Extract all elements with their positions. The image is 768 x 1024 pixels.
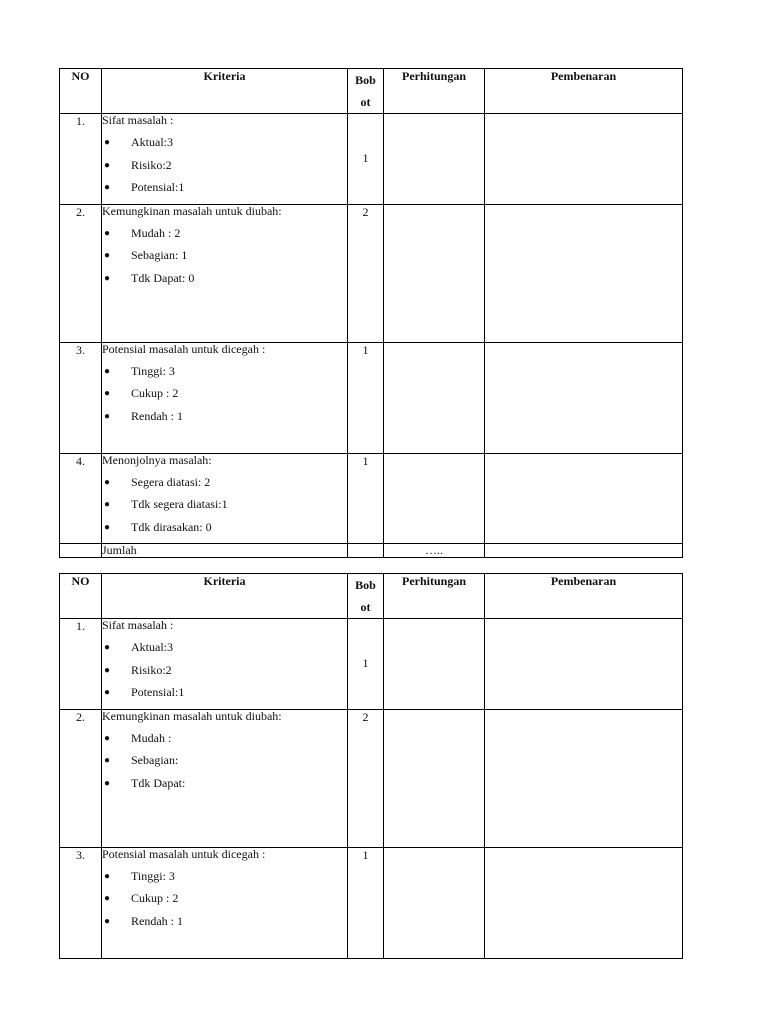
header-kriteria: Kriteria [102,574,348,619]
criteria-cell [102,709,348,847]
bullet-icon: ● [104,777,111,789]
row-number: 2. [60,204,102,342]
list-item [102,181,347,194]
pembenaran-cell [485,847,683,958]
option-list [102,641,347,699]
list-item [102,136,347,149]
bobot-cell: 1 [348,342,384,453]
bullet-icon: ● [104,870,111,882]
table-row [60,204,683,342]
perhitungan-cell [384,453,485,544]
list-item [102,664,347,677]
option-label: Sebagian: [131,753,179,767]
header-bobot-line1: Bob [355,578,376,592]
option-list [102,136,347,194]
table-row [60,619,683,710]
scoring-table-2 [59,573,683,959]
pembenaran-cell [485,453,683,544]
list-item [102,754,347,767]
option-list [102,227,347,285]
bullet-icon: ● [104,159,111,171]
option-label: Tdk Dapat: 0 [131,270,195,285]
perhitungan-cell [384,619,485,710]
option-label: Tinggi: 3 [131,363,175,378]
option-label: Sebagian: 1 [131,248,188,262]
option-label: Potensial:1 [131,180,185,194]
criteria-cell [102,619,348,710]
row-number: 3. [60,847,102,958]
bobot-cell: 1 [348,847,384,958]
pembenaran-cell [485,114,683,205]
list-item [102,892,347,905]
perhitungan-cell [384,204,485,342]
option-label: Tinggi: 3 [131,868,175,883]
option-label: Cukup : 2 [131,891,179,905]
total-bobot-cell [348,544,384,558]
option-list [102,732,347,790]
option-list [102,365,347,423]
bullet-icon: ● [104,687,111,698]
bullet-icon: ● [104,410,111,422]
pembenaran-cell [485,709,683,847]
pembenaran-cell [485,342,683,453]
header-bobot [348,574,384,619]
total-no-cell [60,544,102,558]
criteria-title: Potensial masalah untuk dicegah : [102,342,266,356]
option-label: Rendah : 1 [131,408,183,423]
criteria-title: Sifat masalah : [102,113,174,127]
list-item [102,777,347,790]
header-perhitungan: Perhitungan [384,69,485,114]
table-row [60,453,683,544]
row-number: 4. [60,453,102,544]
bobot-cell: 2 [348,204,384,342]
option-label: Cukup : 2 [131,386,179,400]
option-label: Tdk Dapat: [131,775,186,790]
option-list [102,476,347,534]
bullet-icon: ● [104,182,111,193]
bullet-icon: ● [104,915,111,927]
table-row [60,709,683,847]
bullet-icon: ● [104,499,111,510]
bullet-icon: ● [104,642,111,653]
list-item [102,686,347,699]
header-pembenaran: Pembenaran [485,574,683,619]
pembenaran-cell [485,619,683,710]
header-row [60,574,683,619]
criteria-cell [102,342,348,453]
total-label: Jumlah [102,544,348,558]
criteria-title: Potensial masalah untuk dicegah : [102,847,266,861]
option-list [102,870,347,928]
header-bobot-line2: ot [360,600,371,614]
list-item [102,641,347,654]
option-label: Mudah : [131,730,172,745]
option-label: Risiko:2 [131,157,172,172]
list-item [102,732,347,745]
list-item [102,870,347,883]
bullet-icon: ● [104,365,111,377]
header-row [60,69,683,114]
criteria-cell [102,453,348,544]
table-row [60,114,683,205]
scoring-table-1 [59,68,683,558]
perhitungan-cell [384,847,485,958]
bobot-cell: 1 [348,453,384,544]
bullet-icon: ● [104,227,111,239]
bullet-icon: ● [104,732,111,744]
option-label: Rendah : 1 [131,913,183,928]
perhitungan-cell [384,114,485,205]
criteria-cell [102,204,348,342]
list-item [102,272,347,285]
perhitungan-cell [384,709,485,847]
header-bobot-line1: Bob [355,73,376,87]
list-item [102,227,347,240]
perhitungan-cell [384,342,485,453]
bullet-icon: ● [104,521,111,533]
bullet-icon: ● [104,250,111,261]
table-row [60,847,683,958]
option-label: Aktual:3 [131,135,173,149]
header-kriteria: Kriteria [102,69,348,114]
option-label: Tdk segera diatasi:1 [131,497,228,511]
option-label: Tdk dirasakan: 0 [131,519,212,534]
header-bobot [348,69,384,114]
header-no: NO [60,69,102,114]
list-item [102,915,347,928]
bullet-icon: ● [104,893,111,904]
bobot-cell: 1 [348,619,384,710]
bullet-icon: ● [104,664,111,676]
total-perhitungan-cell [384,544,485,558]
list-item [102,365,347,378]
criteria-cell [102,114,348,205]
row-number: 3. [60,342,102,453]
criteria-title: Kemungkinan masalah untuk diubah: [102,204,282,218]
bullet-icon: ● [104,388,111,399]
bullet-icon: ● [104,272,111,284]
criteria-cell [102,847,348,958]
option-label: Aktual:3 [131,640,173,654]
criteria-title: Sifat masalah : [102,618,174,632]
row-number: 1. [60,619,102,710]
total-pembenaran-cell [485,544,683,558]
option-label: Segera diatasi: 2 [131,474,211,489]
list-item [102,521,347,534]
header-pembenaran: Pembenaran [485,69,683,114]
option-label: Risiko:2 [131,662,172,677]
bullet-icon: ● [104,755,111,766]
list-item [102,410,347,423]
pembenaran-cell [485,204,683,342]
list-item [102,387,347,400]
total-row [60,544,683,558]
header-no: NO [60,574,102,619]
header-bobot-line2: ot [360,95,371,109]
table-row [60,342,683,453]
criteria-title: Menonjolnya masalah: [102,453,212,467]
list-item [102,249,347,262]
header-perhitungan: Perhitungan [384,574,485,619]
row-number: 2. [60,709,102,847]
total-perhitungan-value: ….. [425,543,443,557]
list-item [102,159,347,172]
list-item [102,498,347,511]
criteria-title: Kemungkinan masalah untuk diubah: [102,709,282,723]
row-number: 1. [60,114,102,205]
list-item [102,476,347,489]
option-label: Potensial:1 [131,685,185,699]
bobot-cell: 1 [348,114,384,205]
bobot-cell: 2 [348,709,384,847]
bullet-icon: ● [104,137,111,148]
bullet-icon: ● [104,476,111,488]
option-label: Mudah : 2 [131,225,181,240]
